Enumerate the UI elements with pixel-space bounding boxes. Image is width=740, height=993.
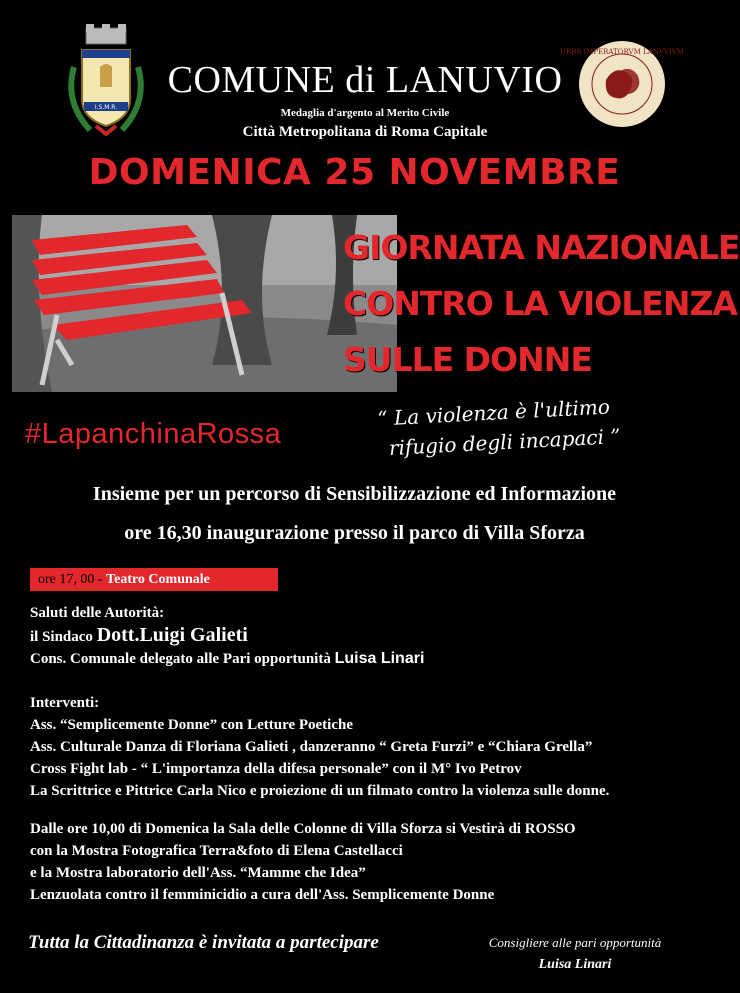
headline-line: SULLE DONNE [343, 340, 592, 379]
headline-line: CONTRO LA VIOLENZA [343, 284, 737, 323]
list-item: Ass. Culturale Danza di Floriana Galieti , danzeranno “ Greta Furzi” e “Chiara Grella” [30, 739, 593, 755]
red-bench-photo [12, 215, 397, 392]
badge-place: Teatro Comunale [106, 572, 210, 587]
list-item: e la Mostra laboratorio dell'Ass. “Mamme che Idea” [30, 865, 366, 881]
intro-line-2: ore 16,30 inaugurazione presso il parco di Villa Sforza [124, 522, 585, 544]
event-date: DOMENICA 25 NOVEMBRE [88, 152, 621, 193]
hashtag: #LapanchinaRossa [25, 418, 282, 450]
sindaco-line [30, 624, 424, 648]
page-title: COMUNE di LANUVIO [167, 59, 563, 101]
sindaco-name: Dott.Luigi Galieti [96, 624, 248, 646]
consigliere-name: Luisa Linari [334, 650, 425, 667]
list-item: con la Mostra Fotografica Terra&foto di Elena Castellacci [30, 843, 403, 859]
list-item: La Scrittrice e Pittrice Carla Nico e proiezione di un filmato contro la violenza sulle donne. [30, 783, 610, 799]
interventi-section [30, 692, 609, 802]
medal-subtitle: Medaglia d'argento al Merito Civile [280, 107, 450, 119]
saluti-section [30, 602, 424, 670]
svg-text:URBS IMPERATORVM LANVVIVM: URBS IMPERATORVM LANVVIVM [560, 48, 684, 56]
coat-of-arms-icon [60, 22, 152, 140]
headline [343, 220, 740, 388]
consigliere-prefix: Cons. Comunale delegato alle Pari opportunità [30, 651, 335, 667]
list-item: Cross Fight lab - “ L'importanza della difesa personale” con il M° Ivo Petrov [30, 761, 522, 777]
intro-line-1: Insieme per un percorso di Sensibilizzazione ed Informazione [92, 483, 617, 505]
invitation-text: Tutta la Cittadinanza è invitata a partecipare [28, 932, 379, 953]
signature-role: Consigliere alle pari opportunità [488, 935, 662, 950]
interventi-heading: Interventi: [30, 695, 100, 711]
quote-line: rifugio degli incapaci ” [388, 423, 622, 461]
signature-name: Luisa Linari [538, 957, 612, 972]
consigliere-line [30, 648, 424, 670]
quote [377, 386, 710, 463]
seal-icon [560, 40, 684, 128]
quote-line: “ La violenza è l'ultimo [376, 394, 611, 431]
list-item: Ass. “Semplicemente Donne” con Letture Poetiche [30, 717, 353, 733]
sindaco-prefix: il Sindaco [30, 629, 97, 645]
signature [460, 932, 690, 976]
city-subtitle: Città Metropolitana di Roma Capitale [242, 124, 488, 140]
list-item: Lenzuolata contro il femminicidio a cura dell'Ass. Semplicemente Donne [30, 887, 495, 903]
time-badge [30, 568, 278, 591]
svg-text:I.S.M.R.: I.S.M.R. [94, 104, 118, 111]
saluti-heading: Saluti delle Autorità: [30, 605, 165, 621]
list-item: Dalle ore 10,00 di Domenica la Sala delle Colonne di Villa Sforza si Vestirà di ROSSO [30, 821, 576, 837]
headline-line: GIORNATA NAZIONALE [343, 228, 740, 267]
mostre-section [30, 818, 576, 906]
badge-time: ore 17, 00 - [38, 572, 107, 587]
